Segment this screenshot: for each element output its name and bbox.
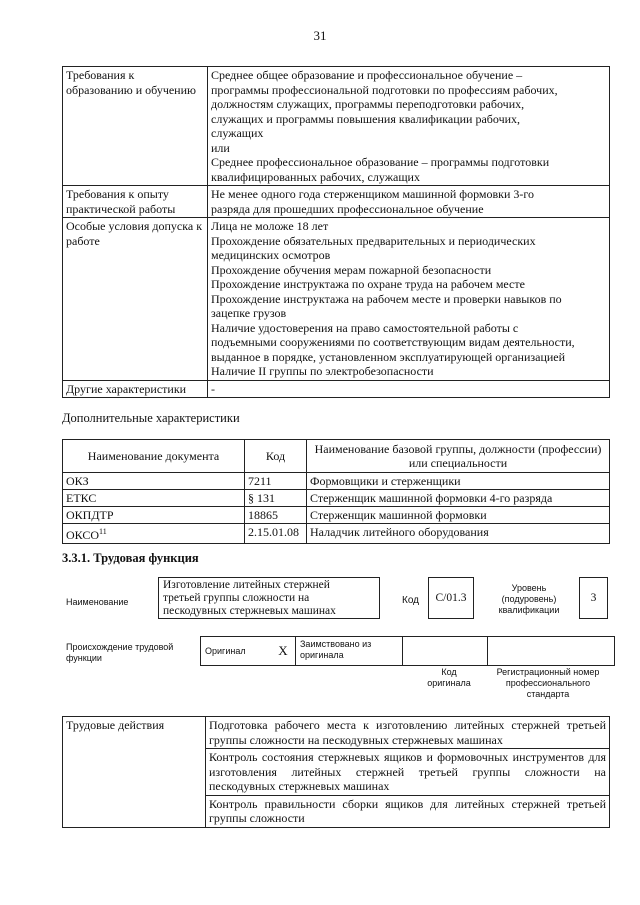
registration-caption [488, 667, 608, 700]
text-line: Уровень [511, 583, 547, 593]
text-line: Регистрационный номер [496, 667, 600, 677]
cell-name: Стерженщик машинной формовки [307, 507, 610, 524]
text-line: (подуровень) [501, 594, 557, 604]
function-name-box [158, 577, 380, 619]
table-row [63, 524, 610, 544]
row-value [208, 218, 610, 381]
text-line: профессионального [505, 678, 591, 688]
document-name: ОКЗ [66, 474, 89, 488]
text-line: подъемными сооружениями по соответствующим видам деятельности, [211, 335, 575, 349]
original-label: Оригинал [201, 637, 272, 666]
text-line: оригинала [427, 678, 471, 688]
cell-code: § 131 [245, 490, 307, 507]
text-line: Прохождение обязательных предварительных и периодических [211, 233, 536, 248]
row-value [208, 67, 610, 186]
row-label: Требования к опыту практической работы [63, 186, 208, 218]
text-line: Наличие II группы по электробезопасности [211, 364, 434, 378]
cell-code: 18865 [245, 507, 307, 524]
text-line: разряда для прошедших профессиональное обучение [211, 201, 484, 216]
text-line: служащих и программы повышения квалификации рабочих, [211, 111, 521, 126]
text-line: оригинала [300, 650, 344, 660]
text-line: зацепке грузов [211, 306, 287, 320]
cell-document [63, 507, 245, 524]
text-line: Прохождение инструктажа по охране труда на рабочем месте [211, 277, 525, 291]
cell-name: Стерженщик машинной формовки 4-го разряда [307, 490, 610, 507]
requirements-table [62, 66, 610, 398]
borrowed-label [296, 637, 403, 666]
text-line: Не менее одного года стерженщиком машинной формовки 3-го [211, 187, 535, 201]
row-label: Требования к образованию и обучению [63, 67, 208, 186]
text-line: Лица не моложе 18 лет [211, 219, 329, 233]
level-label [484, 583, 574, 616]
cell-name: Наладчик литейного оборудования [307, 524, 610, 544]
text-line: третьей группы сложности на [163, 592, 310, 604]
text-line: должностям служащих, программы переподготовки рабочих, [211, 97, 525, 111]
row-value [208, 380, 610, 398]
document-name: ОКПДТР [66, 508, 114, 522]
table-row [63, 380, 610, 398]
text-line: Среднее профессиональное образование – программы подготовки [211, 155, 550, 169]
cell-code: 7211 [245, 473, 307, 490]
document-name: ОКСО [66, 528, 100, 542]
action-item: Контроль правильности сборки ящиков для литейных стержней третьей группы сложности [206, 795, 610, 827]
row-label: Особые условия допуска к работе [63, 218, 208, 381]
labor-actions-table [62, 716, 610, 828]
additional-characteristics-title: Дополнительные характеристики [62, 411, 240, 425]
original-code-cell [403, 637, 488, 666]
origin-label [66, 642, 173, 664]
column-header-code: Код [245, 440, 307, 473]
text-line: выданное в порядке, установленном эксплуатирующей организацией [211, 349, 566, 364]
section-title: 3.3.1. Трудовая функция [62, 551, 199, 565]
row-value [208, 186, 610, 218]
text-line: Среднее общее образование и профессиональное обучение – [211, 68, 523, 82]
original-mark: X [271, 637, 296, 666]
page-number: 31 [313, 28, 327, 43]
text-line: функции [66, 653, 102, 663]
document-name: ЕТКС [66, 491, 97, 505]
table-row [201, 637, 615, 666]
cell-document [63, 524, 245, 544]
table-row [63, 67, 610, 186]
table-row [63, 507, 610, 524]
cell-code: 2.15.01.08 [245, 524, 307, 544]
table-header-row [63, 440, 610, 473]
table-row [63, 473, 610, 490]
text-line: Происхождение трудовой [66, 642, 174, 652]
table-row [63, 186, 610, 218]
text-line: Прохождение инструктажа на рабочем месте и проверки навыков по [211, 291, 562, 306]
footnote-mark: 11 [99, 527, 107, 536]
text-line: служащих [211, 126, 264, 140]
table-row [63, 490, 610, 507]
text-line: пескодувных стержневых машинах [163, 605, 336, 617]
function-code-box: С/01.3 [428, 577, 474, 619]
cell-document [63, 490, 245, 507]
text-line: Изготовление литейных стержней [163, 579, 330, 591]
registration-number-cell [488, 637, 615, 666]
text-line: квалификации [498, 605, 560, 615]
row-label: Другие характеристики [63, 380, 208, 398]
text-line: Код [441, 667, 457, 677]
action-item: Контроль состояния стержневых ящиков и формовочных инструментов для изготовления литейных стержней третьей группы сложности на пескодувных стержневых машинах [206, 749, 610, 796]
original-code-caption [412, 667, 486, 689]
text-line: Заимствовано из [300, 639, 372, 649]
cell-document [63, 473, 245, 490]
classification-table [62, 439, 610, 544]
table-row [63, 717, 610, 749]
text-line: медицинских осмотров [211, 248, 331, 262]
table-row [63, 218, 610, 381]
text-line: стандарта [526, 689, 570, 699]
qualification-level-box: 3 [579, 577, 608, 619]
origin-table [200, 636, 615, 666]
text-line: или [211, 140, 230, 155]
column-header-document: Наименование документа [63, 440, 245, 473]
action-item: Подготовка рабочего места к изготовлению литейных стержней третьей группы сложности на пескодувных стержневых машинах [206, 717, 610, 749]
text-line: Прохождение обучения мерам пожарной безопасности [211, 262, 492, 277]
name-label: Наименование [66, 597, 129, 607]
row-label: Трудовые действия [63, 717, 206, 828]
text-line: - [211, 381, 215, 396]
column-header-name: Наименование базовой группы, должности (профессии) или специальности [307, 440, 610, 473]
text-line: квалифицированных рабочих, служащих [211, 169, 420, 184]
cell-name: Формовщики и стерженщики [307, 473, 610, 490]
code-label: Код [402, 595, 420, 606]
text-line: программы профессиональной подготовки по профессиям рабочих, [211, 82, 558, 97]
text-line: Наличие удостоверения на право самостоятельной работы с [211, 320, 519, 335]
